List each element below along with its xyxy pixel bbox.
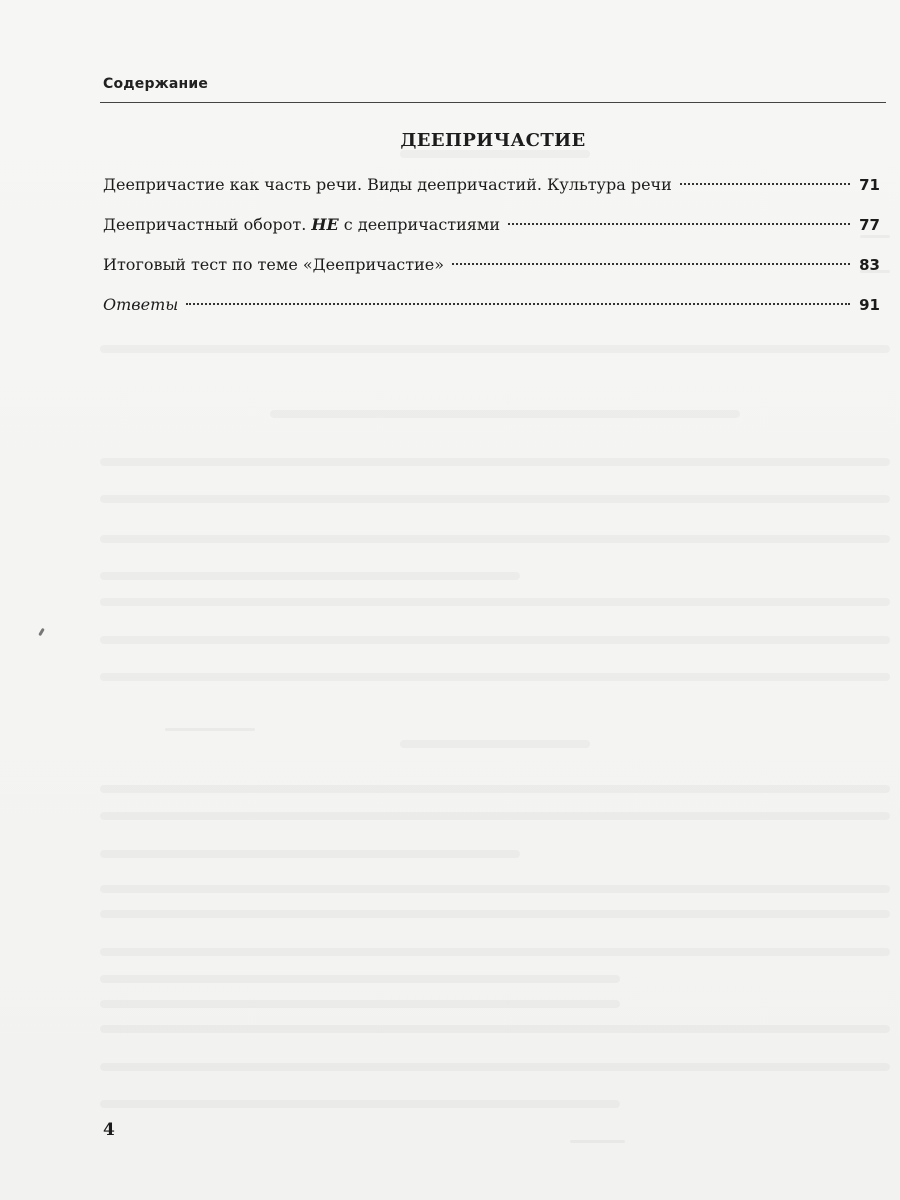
header-divider bbox=[100, 102, 886, 103]
page-number: 4 bbox=[103, 1120, 115, 1140]
dot-leader bbox=[452, 263, 850, 265]
toc-label-part: Деепричастный оборот. bbox=[103, 215, 312, 234]
dot-leader bbox=[680, 183, 850, 185]
running-header-title: Содержание bbox=[103, 76, 209, 92]
toc-entry-page: 71 bbox=[859, 176, 880, 194]
toc-entry-label: Деепричастие как часть речи. Виды деепричастий. Культура речи bbox=[103, 175, 672, 194]
toc-entry-label: Ответы bbox=[103, 295, 179, 314]
toc-label-part: с деепричастиями bbox=[338, 215, 500, 234]
toc-entry bbox=[103, 292, 880, 318]
toc-entry bbox=[103, 212, 880, 238]
toc-entry bbox=[103, 172, 880, 198]
table-of-contents bbox=[103, 172, 880, 332]
toc-label-emphasis: НЕ bbox=[311, 215, 339, 234]
toc-entry-page: 77 bbox=[859, 216, 880, 234]
toc-entry bbox=[103, 252, 880, 278]
toc-entry-page: 83 bbox=[859, 256, 880, 274]
toc-entry-label bbox=[103, 212, 500, 238]
dot-leader bbox=[508, 223, 850, 225]
toc-entry-label: Итоговый тест по теме «Деепричастие» bbox=[103, 255, 445, 274]
dot-leader bbox=[186, 303, 850, 305]
toc-entry-page: 91 bbox=[859, 296, 880, 314]
section-title: ДЕЕПРИЧАСТИЕ bbox=[400, 130, 586, 151]
